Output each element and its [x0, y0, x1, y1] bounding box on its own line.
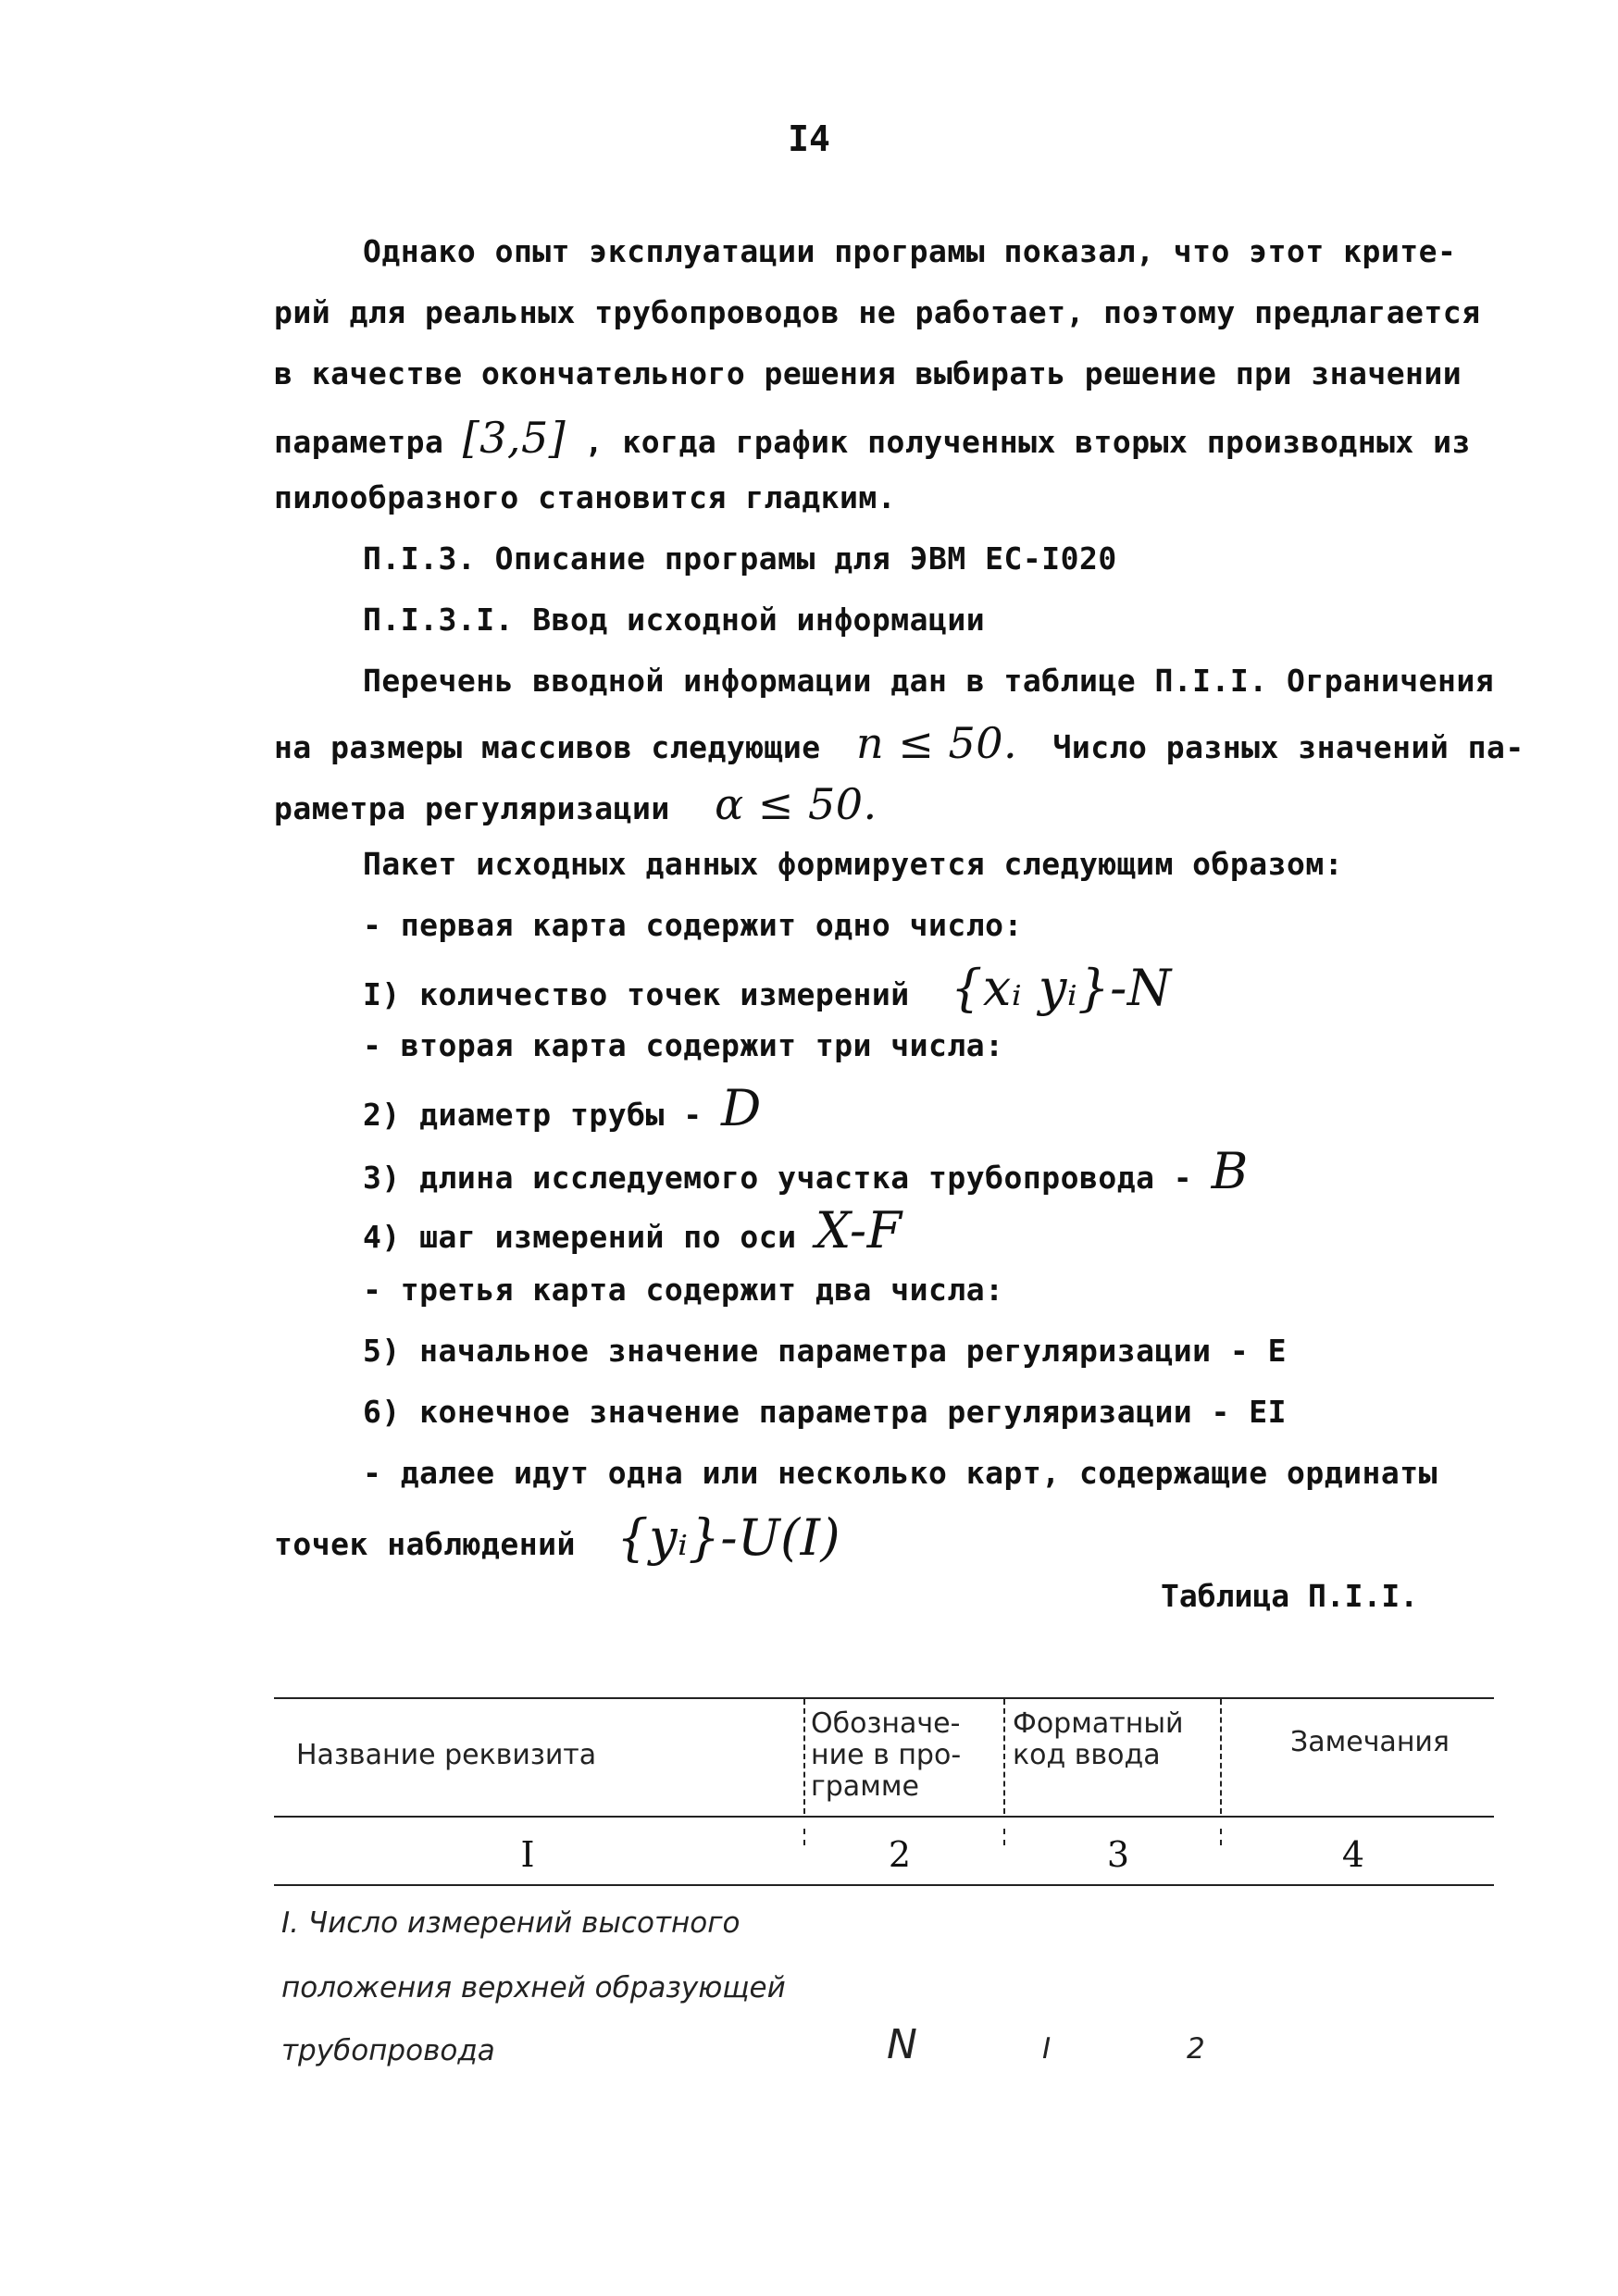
- column-number: 3: [1106, 1834, 1130, 1875]
- table-header-notes: Замечания: [1290, 1726, 1450, 1758]
- table-header-format-line: Форматный: [1013, 1707, 1184, 1740]
- paragraph-2-line-2: [274, 718, 1525, 768]
- handwritten-range: [3,5]: [462, 413, 566, 463]
- paragraph-2-line-2-end: Число разных значений па-: [1052, 729, 1525, 765]
- item-3: [363, 1142, 1249, 1200]
- paragraph-1-line-3: в качестве окончательного решения выбирать решение при значении: [274, 355, 1462, 391]
- paragraph-3: Пакет исходных данных формируется следующим образом:: [363, 846, 1344, 882]
- handwritten-alpha-limit: α ≤ 50.: [715, 779, 877, 829]
- column-number: 4: [1341, 1834, 1365, 1875]
- table-header-designation: [811, 1708, 961, 1803]
- paragraph-2-line-3-start: раметра регуляризации: [274, 790, 670, 826]
- paragraph-1-line-4: [274, 413, 1471, 463]
- item-4: [363, 1201, 902, 1260]
- table-row-1-name-line: I. Число измерений высотного: [281, 1906, 741, 1940]
- paragraph-2-line-2-start: на размеры массивов следующие: [274, 729, 821, 765]
- table-header-designation-line: ние в про-: [811, 1739, 962, 1771]
- handwritten-observation-formula: {yᵢ}-U(I): [616, 1508, 841, 1567]
- item-6: 6) конечное значение параметра регуляризации - EI: [363, 1394, 1288, 1430]
- paragraph-1-line-5: пилообразного становится гладким.: [274, 479, 897, 515]
- handwritten-x-f: X-F: [815, 1201, 902, 1260]
- item-4-text: 4) шаг измерений по оси: [363, 1219, 797, 1255]
- observation-points-line: [274, 1508, 840, 1567]
- table-column-divider: [1003, 1829, 1005, 1845]
- column-number: I: [520, 1834, 535, 1875]
- table-row-1-name-line: положения верхней образующей: [281, 1971, 786, 2004]
- card-next-line: - далее идут одна или несколько карт, содержащие ординаты: [363, 1455, 1438, 1491]
- table-column-divider: [803, 1829, 805, 1845]
- item-1-text: I) количество точек измерений: [363, 976, 910, 1012]
- item-3-text: 3) длина исследуемого участка трубопровода -: [363, 1160, 1193, 1196]
- handwritten-d: D: [721, 1079, 762, 1137]
- table-header-format: [1013, 1708, 1184, 1771]
- card-2-line: - вторая карта содержит три числа:: [363, 1027, 1004, 1063]
- section-heading: П.I.3. Описание програмы для ЭВМ ЕС-I020: [363, 540, 1117, 577]
- table-column-divider: [1220, 1699, 1222, 1814]
- table-row-1-format: I: [1042, 2032, 1052, 2066]
- handwritten-b: B: [1211, 1142, 1249, 1200]
- table-header-name: Название реквизита: [296, 1739, 597, 1771]
- table-row-1-notes: 2: [1187, 2032, 1205, 2066]
- paragraph-1-line-2: рий для реальных трубопроводов не работает, поэтому предлагается: [274, 294, 1481, 330]
- paragraph-1-line-4-start: параметра: [274, 424, 444, 460]
- handwritten-n-limit: n ≤ 50.: [856, 718, 1018, 768]
- paragraph-1-line-4-end: , когда график полученных вторых производных из: [584, 424, 1471, 460]
- table-header-rule: [274, 1816, 1494, 1818]
- subsection-heading: П.I.3.I. Ввод исходной информации: [363, 602, 986, 638]
- table-top-rule: [274, 1697, 1494, 1699]
- item-2: [363, 1079, 762, 1137]
- table-row-1-designation: N: [887, 2021, 917, 2068]
- item-1: [363, 959, 1172, 1017]
- item-5: 5) начальное значение параметра регуляризации - E: [363, 1333, 1288, 1369]
- table-column-divider: [1003, 1699, 1005, 1814]
- table-row-1-name-line: трубопровода: [281, 2034, 495, 2067]
- paragraph-2-line-1: Перечень вводной информации дан в таблице П.I.I. Ограничения: [363, 663, 1495, 699]
- table-column-divider: [1220, 1829, 1222, 1845]
- table-header-format-line: код ввода: [1013, 1739, 1161, 1771]
- observation-points-text: точек наблюдений: [274, 1526, 576, 1562]
- table-column-divider: [803, 1699, 805, 1814]
- table-header-designation-line: Обозначе-: [811, 1707, 961, 1740]
- handwritten-points-formula: {xᵢ yᵢ}-N: [951, 959, 1172, 1017]
- page-number: I4: [788, 118, 830, 159]
- paragraph-1-line-1: Однако опыт эксплуатации програмы показал, что этот крите-: [363, 233, 1457, 269]
- column-number: 2: [888, 1834, 912, 1875]
- card-3-line: - третья карта содержит два числа:: [363, 1272, 1004, 1308]
- table-number-rule: [274, 1884, 1494, 1886]
- table-caption: Таблица П.I.I.: [1161, 1578, 1419, 1614]
- table-header-designation-line: грамме: [811, 1770, 919, 1803]
- item-2-text: 2) диаметр трубы -: [363, 1097, 703, 1133]
- paragraph-2-line-3: [274, 779, 877, 829]
- card-1-line: - первая карта содержит одно число:: [363, 907, 1023, 943]
